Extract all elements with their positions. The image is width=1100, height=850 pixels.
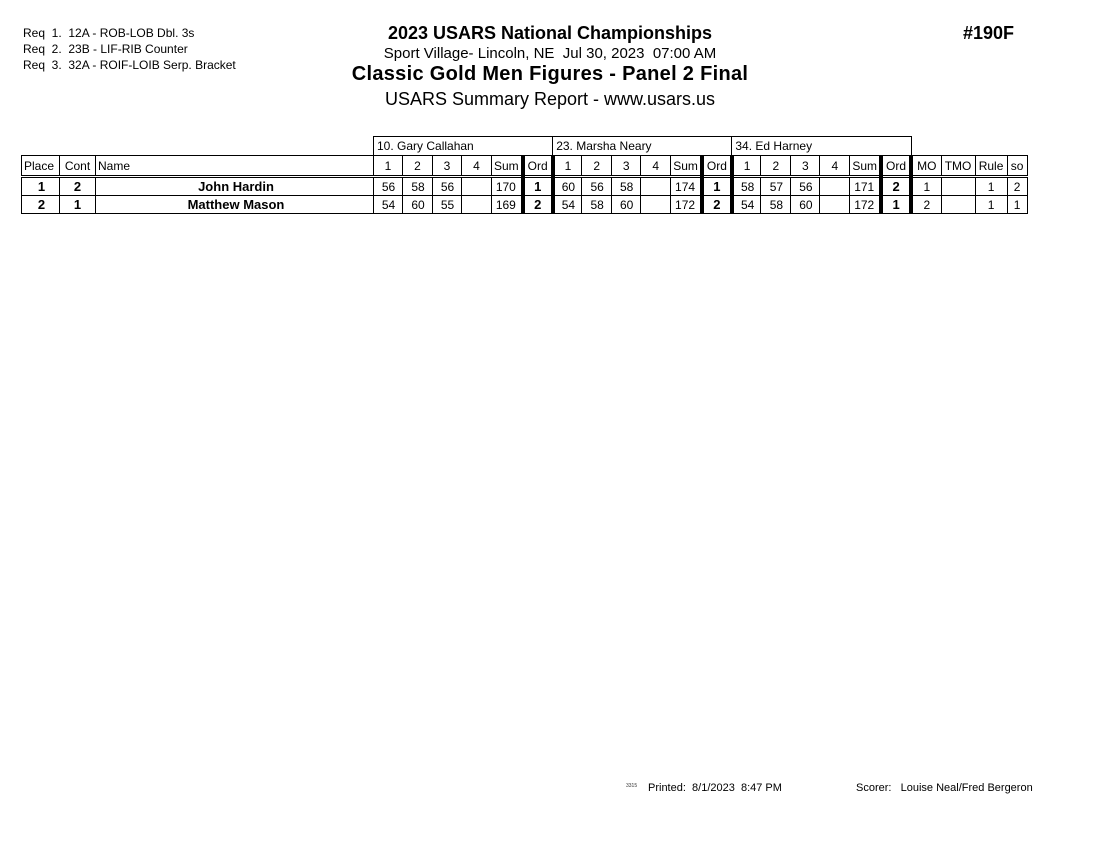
report-title: USARS Summary Report - www.usars.us: [384, 89, 716, 109]
skater-name: Matthew Mason: [96, 196, 374, 214]
col-j2-s4: 4: [641, 156, 671, 177]
col-j2-s2: 2: [582, 156, 612, 177]
tmo-cell: [941, 196, 975, 214]
score-cell: [641, 196, 671, 214]
col-place: Place: [22, 156, 60, 177]
judge-1-header: 10. Gary Callahan: [374, 137, 553, 156]
col-j3-s2: 2: [761, 156, 791, 177]
col-j1-s2: 2: [403, 156, 433, 177]
sum-cell: 169: [492, 196, 523, 214]
tmo-cell: [941, 177, 975, 196]
scorer-names: Scorer: Louise Neal/Fred Bergeron: [856, 782, 1033, 794]
score-cell: [820, 196, 850, 214]
ordinal-cell: 1: [702, 177, 732, 196]
mo-cell: 1: [911, 177, 941, 196]
column-header-row: [22, 156, 1028, 177]
col-j3-s3: 3: [791, 156, 820, 177]
table-row: [22, 196, 1028, 214]
sum-cell: 170: [492, 177, 523, 196]
place-cell: 2: [22, 196, 60, 214]
rule-cell: 1: [975, 177, 1007, 196]
col-j3-s4: 4: [820, 156, 850, 177]
rule-cell: 1: [975, 196, 1007, 214]
so-cell: 1: [1007, 196, 1027, 214]
score-cell: [641, 177, 671, 196]
sum-cell: 172: [850, 196, 881, 214]
score-cell: 55: [433, 196, 462, 214]
col-j2-ord: Ord: [702, 156, 732, 177]
score-cell: 58: [761, 196, 791, 214]
col-j1-sum: Sum: [492, 156, 523, 177]
score-cell: 57: [761, 177, 791, 196]
col-j1-s1: 1: [374, 156, 403, 177]
score-cell: [462, 177, 492, 196]
skater-name: John Hardin: [96, 177, 374, 196]
score-cell: 54: [553, 196, 582, 214]
ordinal-cell: 1: [523, 177, 553, 196]
requirements-list: [23, 25, 236, 73]
requirement-2: Req 2. 23B - LIF-RIB Counter: [23, 42, 188, 56]
score-cell: 56: [374, 177, 403, 196]
col-j1-s4: 4: [462, 156, 492, 177]
ordinal-cell: 1: [881, 196, 911, 214]
col-j3-sum: Sum: [850, 156, 881, 177]
requirement-1: Req 1. 12A - ROB-LOB Dbl. 3s: [23, 26, 195, 40]
score-cell: 56: [433, 177, 462, 196]
mo-cell: 2: [911, 196, 941, 214]
col-j1-ord: Ord: [523, 156, 553, 177]
score-cell: 58: [582, 196, 612, 214]
score-cell: 60: [612, 196, 641, 214]
score-cell: 58: [732, 177, 761, 196]
score-cell: 60: [553, 177, 582, 196]
ordinal-cell: 2: [702, 196, 732, 214]
col-name: Name: [96, 156, 374, 177]
col-cont: Cont: [60, 156, 96, 177]
table-row: [22, 177, 1028, 196]
score-cell: 54: [374, 196, 403, 214]
col-tmo: TMO: [941, 156, 975, 177]
col-j3-s1: 1: [732, 156, 761, 177]
judges-row: [22, 137, 1028, 156]
col-j2-sum: Sum: [671, 156, 702, 177]
event-number: #190F: [963, 23, 1015, 43]
printed-timestamp: Printed: 8/1/2023 8:47 PM: [648, 782, 782, 794]
ordinal-cell: 2: [881, 177, 911, 196]
version-code: 3315: [626, 783, 638, 789]
score-cell: [462, 196, 492, 214]
judge-2-header: 23. Marsha Neary: [553, 137, 732, 156]
so-cell: 2: [1007, 177, 1027, 196]
score-cell: 58: [403, 177, 433, 196]
sum-cell: 171: [850, 177, 881, 196]
score-cell: 60: [791, 196, 820, 214]
score-cell: 60: [403, 196, 433, 214]
sum-cell: 174: [671, 177, 702, 196]
cont-cell: 2: [60, 177, 96, 196]
event-name: Classic Gold Men Figures - Panel 2 Final: [351, 63, 749, 85]
requirement-3: Req 3. 32A - ROIF-LOIB Serp. Bracket: [23, 58, 236, 72]
col-j2-s3: 3: [612, 156, 641, 177]
cont-cell: 1: [60, 196, 96, 214]
col-j1-s3: 3: [433, 156, 462, 177]
col-j3-ord: Ord: [881, 156, 911, 177]
col-so: so: [1007, 156, 1027, 177]
score-cell: 56: [791, 177, 820, 196]
col-mo: MO: [911, 156, 941, 177]
col-j2-s1: 1: [553, 156, 582, 177]
judge-3-header: 34. Ed Harney: [732, 137, 911, 156]
place-cell: 1: [22, 177, 60, 196]
ordinal-cell: 2: [523, 196, 553, 214]
score-cell: [820, 177, 850, 196]
score-cell: 56: [582, 177, 612, 196]
score-cell: 54: [732, 196, 761, 214]
championship-title: 2023 USARS National Championships: [387, 23, 713, 43]
results-table: [21, 136, 1028, 214]
col-rule: Rule: [975, 156, 1007, 177]
venue-date: Sport Village- Lincoln, NE Jul 30, 2023 07:00 AM: [383, 45, 717, 62]
score-cell: 58: [612, 177, 641, 196]
sum-cell: 172: [671, 196, 702, 214]
